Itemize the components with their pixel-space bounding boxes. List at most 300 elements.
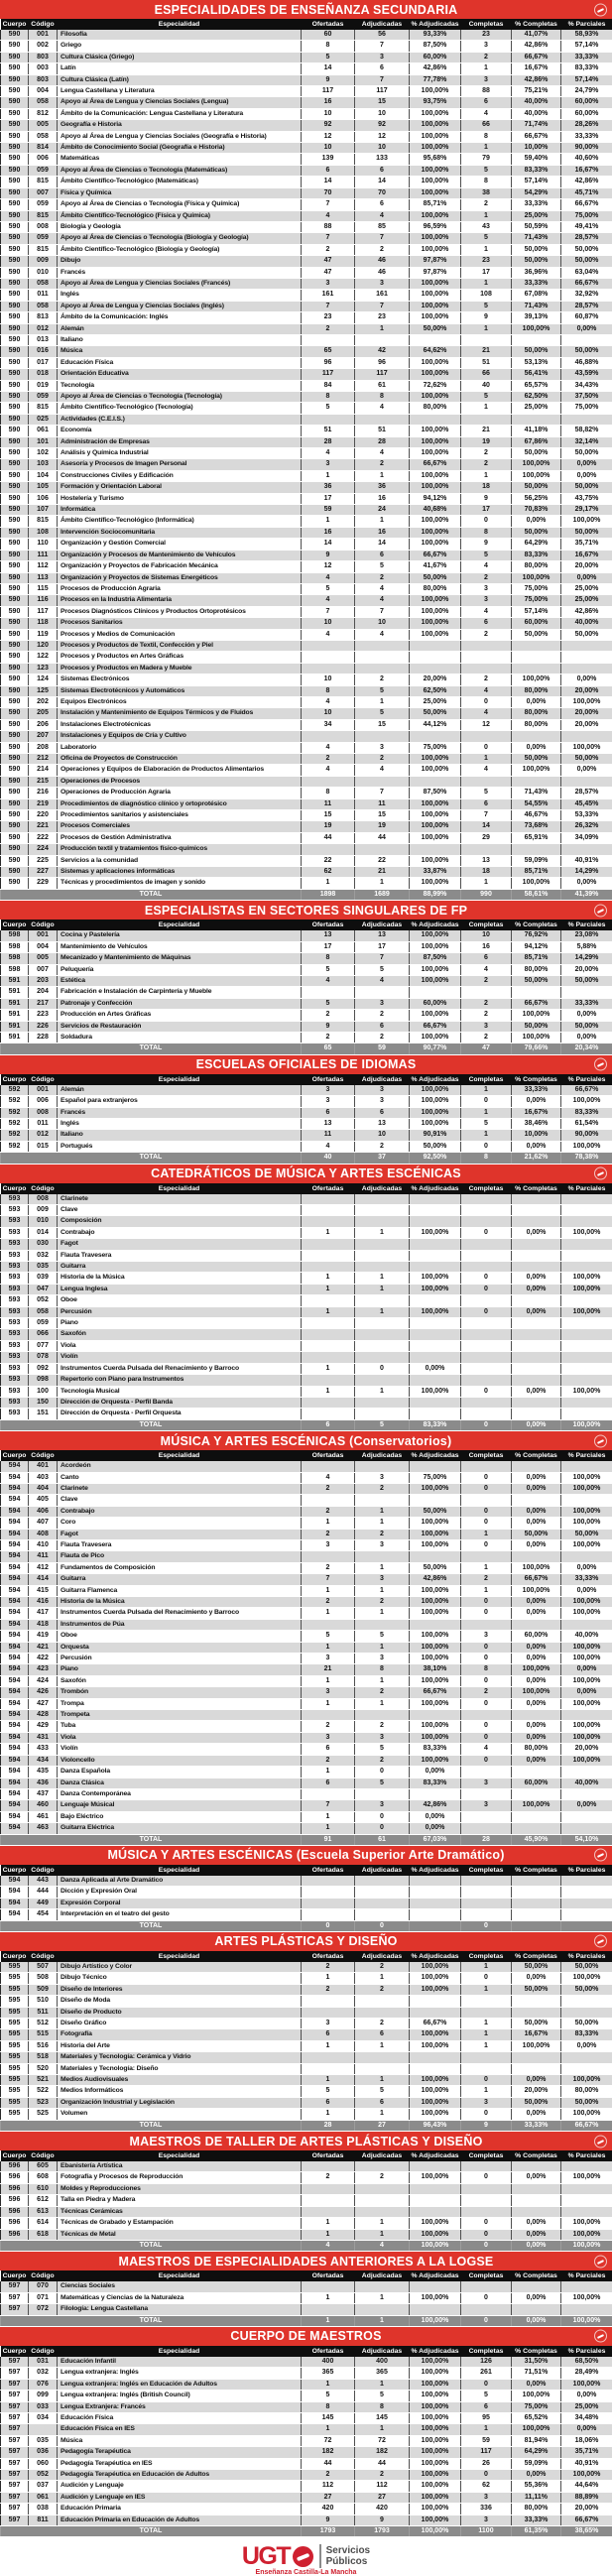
cell-adjudicadas: 400 (355, 2357, 410, 2368)
cell-completas (461, 2183, 512, 2194)
cell-pct-parciales (561, 640, 612, 651)
cell-pct-adjudicadas: 0,00% (410, 1767, 461, 1778)
cell-pct-completas: 50,00% (512, 1984, 561, 1995)
cell-ofertadas (302, 2206, 355, 2217)
cell-cuerpo: 590 (1, 74, 29, 85)
cell-pct-parciales: 50,00% (561, 2019, 612, 2029)
cell-pct-completas: 55,36% (512, 2481, 561, 2492)
cell-pct-adjudicadas: 40,68% (410, 505, 461, 516)
cell-pct-parciales: 14,29% (561, 953, 612, 964)
table-row (1, 1574, 612, 1585)
total-row (1, 1920, 612, 1931)
cell-pct-completas: 50,00% (512, 1962, 561, 1973)
cell-pct-adjudicadas: 100,00% (410, 1386, 461, 1397)
cell-adjudicadas: 1 (355, 1675, 410, 1686)
cell-cuerpo: 597 (1, 2424, 29, 2435)
cell-completas: 3 (461, 2097, 512, 2108)
cell-pct-parciales: 28,57% (561, 233, 612, 244)
cell-ofertadas: 72 (302, 2435, 355, 2446)
table-row (1, 1675, 612, 1686)
table-row (1, 1767, 612, 1778)
table-row (1, 1216, 612, 1227)
cell-pct-completas (512, 2195, 561, 2206)
table-row (1, 210, 612, 221)
table-row (1, 2424, 612, 2435)
cell-pct-parciales: 53,33% (561, 810, 612, 821)
column-header-pct-adjudicadas: % Adjudicadas (410, 920, 461, 930)
cell-ofertadas: 2 (302, 1962, 355, 1973)
cell-pct-adjudicadas: 87,50% (410, 41, 461, 52)
cell-codigo: 111 (29, 550, 58, 560)
cell-codigo: 124 (29, 675, 58, 685)
cell-pct-parciales (561, 776, 612, 787)
cell-cuerpo: 597 (1, 2412, 29, 2423)
cell-adjudicadas: 22 (355, 855, 410, 866)
ugt-emblem-icon (594, 904, 607, 917)
cell-ofertadas (302, 1898, 355, 1908)
cell-adjudicadas: 46 (355, 256, 410, 267)
cell-especialidad: Dirección de Orquesta - Perfil Orquesta (58, 1409, 302, 1419)
cell-adjudicadas: 23 (355, 312, 410, 323)
cell-adjudicadas: 1 (355, 2075, 410, 2086)
cell-pct-parciales: 63,04% (561, 267, 612, 278)
cell-cuerpo: 590 (1, 244, 29, 255)
cell-codigo: 516 (29, 2040, 58, 2051)
cell-pct-adjudicadas: 100,00% (410, 765, 461, 776)
cell-codigo: 092 (29, 1363, 58, 1374)
cell-codigo: 215 (29, 776, 58, 787)
cell-especialidad: Educación Primaria en Educación de Adultos (58, 2515, 302, 2525)
cell-cuerpo: 594 (1, 1755, 29, 1766)
cell-especialidad: Violoncello (58, 1755, 302, 1766)
cell-pct-parciales: 0,00% (561, 1010, 612, 1021)
cell-pct-adjudicadas: 100,00% (410, 2447, 461, 2458)
cell-cuerpo: 593 (1, 1318, 29, 1329)
cell-cuerpo: 592 (1, 1130, 29, 1141)
cell-codigo: 015 (29, 1141, 58, 1152)
cell-pct-completas: 46,67% (512, 810, 561, 821)
cell-codigo: 108 (29, 527, 58, 538)
cell-cuerpo: 594 (1, 1461, 29, 1472)
cell-especialidad: Viola (58, 1732, 302, 1743)
cell-pct-completas: 65,91% (512, 832, 561, 843)
table-row (1, 629, 612, 640)
cell-ofertadas (302, 1239, 355, 1250)
cell-cuerpo: 597 (1, 2470, 29, 2481)
cell-adjudicadas: 27 (355, 2492, 410, 2503)
cell-ofertadas: 1 (302, 1767, 355, 1778)
cell-pct-parciales: 20,00% (561, 964, 612, 975)
cell-adjudicadas: 1 (355, 2109, 410, 2120)
table-row (1, 267, 612, 278)
cell-especialidad: Música (58, 346, 302, 357)
column-header-ofertadas: Ofertadas (302, 1951, 355, 1962)
cell-pct-completas (512, 1295, 561, 1306)
cell-pct-adjudicadas: 100,00% (410, 964, 461, 975)
cell-codigo: 103 (29, 459, 58, 470)
table-row (1, 583, 612, 594)
table-row (1, 380, 612, 391)
cell-pct-adjudicadas: 97,87% (410, 256, 461, 267)
cell-cuerpo: 593 (1, 1386, 29, 1397)
cell-completas: 1 (461, 1562, 512, 1573)
cell-especialidad: Operaciones y Equipos de Elaboración de Productos Alimentarios (58, 765, 302, 776)
cell-pct-adjudicadas: 100,00% (410, 165, 461, 176)
cell-adjudicadas: 3 (355, 1096, 410, 1107)
cell-codigo: 102 (29, 448, 58, 459)
cell-pct-parciales: 33,33% (561, 131, 612, 142)
cell-adjudicadas: 3 (355, 1574, 410, 1585)
cell-pct-completas: 16,67% (512, 1107, 561, 1118)
cell-pct-adjudicadas: 100,00% (410, 754, 461, 765)
cell-pct-adjudicadas (410, 2161, 461, 2172)
cell-especialidad: Dibujo Técnico (58, 1973, 302, 1984)
table-row (1, 1495, 612, 1506)
cell-codigo: 460 (29, 1800, 58, 1811)
cell-codigo: 411 (29, 1551, 58, 1562)
cell-especialidad: Bajo Eléctrico (58, 1811, 302, 1822)
cell-pct-adjudicadas: 100,00% (410, 2172, 461, 2183)
cell-codigo: 515 (29, 2029, 58, 2040)
cell-ofertadas: 1 (302, 1698, 355, 1709)
cell-especialidad: Técnicas de Metal (58, 2229, 302, 2240)
cell-especialidad: Italiano (58, 1130, 302, 1141)
cell-adjudicadas (355, 652, 410, 663)
cell-pct-adjudicadas (410, 2007, 461, 2018)
column-header-ofertadas: Ofertadas (302, 19, 355, 30)
table-row (1, 2515, 612, 2525)
table-row (1, 1800, 612, 1811)
cell-pct-completas: 0,00% (512, 1472, 561, 1483)
cell-cuerpo: 590 (1, 606, 29, 617)
cell-adjudicadas (355, 1216, 410, 1227)
cell-especialidad: Administración de Empresas (58, 436, 302, 447)
cell-ofertadas (302, 334, 355, 345)
cell-especialidad: Expresión Corporal (58, 1898, 302, 1908)
column-header-codigo: Código (29, 2150, 58, 2161)
column-header-pct-completas: % Completas (512, 2270, 561, 2281)
table-row (1, 470, 612, 481)
table-row (1, 256, 612, 267)
cell-especialidad: Operaciones de Producción Agraria (58, 788, 302, 798)
cell-pct-parciales: 25,00% (561, 583, 612, 594)
cell-completas: 1 (461, 1130, 512, 1141)
cell-cuerpo: 590 (1, 403, 29, 414)
cell-cuerpo: 596 (1, 2218, 29, 2229)
cell-pct-completas: 0,00% (512, 2379, 561, 2390)
cell-ofertadas: 4 (302, 572, 355, 583)
cell-codigo: 614 (29, 2218, 58, 2229)
cell-pct-parciales: 45,71% (561, 187, 612, 198)
section-table (0, 1450, 612, 1846)
cell-completas: 1 (461, 1529, 512, 1539)
cell-completas: 3 (461, 583, 512, 594)
cell-adjudicadas (355, 1262, 410, 1273)
cell-especialidad: Servicios a la comunidad (58, 855, 302, 866)
cell-adjudicadas (355, 2304, 410, 2315)
cell-adjudicadas: 7 (355, 301, 410, 311)
cell-completas: 6 (461, 953, 512, 964)
cell-pct-adjudicadas: 100,00% (410, 301, 461, 311)
cell-completas: 1 (461, 278, 512, 289)
cell-cuerpo: 597 (1, 2435, 29, 2446)
cell-pct-parciales: 0,00% (561, 2424, 612, 2435)
cell-codigo: 424 (29, 1675, 58, 1686)
cell-adjudicadas: 0 (355, 1823, 410, 1834)
cell-cuerpo: 590 (1, 414, 29, 425)
cell-completas: 0 (461, 1306, 512, 1317)
table-row (1, 2206, 612, 2217)
cell-pct-completas: 100,00% (512, 1687, 561, 1698)
total-ofertadas: 1793 (302, 2526, 355, 2537)
cell-pct-adjudicadas: 100,00% (410, 930, 461, 941)
cell-pct-adjudicadas (410, 1250, 461, 1261)
cell-especialidad: Instalaciones Electrotécnicas (58, 719, 302, 730)
table-row (1, 975, 612, 986)
column-header-pct-adjudicadas: % Adjudicadas (410, 1183, 461, 1194)
cell-pct-adjudicadas: 100,00% (410, 2097, 461, 2108)
cell-ofertadas (302, 1619, 355, 1630)
cell-pct-completas: 85,71% (512, 867, 561, 878)
cell-adjudicadas (355, 1194, 410, 1205)
cell-completas: 26 (461, 2458, 512, 2469)
cell-pct-completas: 100,00% (512, 2391, 561, 2401)
table-row (1, 2161, 612, 2172)
cell-pct-completas: 75,00% (512, 2401, 561, 2412)
cell-pct-completas: 50,00% (512, 346, 561, 357)
cell-pct-adjudicadas (410, 1295, 461, 1306)
cell-completas: 1 (461, 754, 512, 765)
table-row (1, 199, 612, 210)
cell-adjudicadas: 0 (355, 1363, 410, 1374)
cell-pct-completas: 33,33% (512, 199, 561, 210)
cell-ofertadas: 2 (302, 1010, 355, 1021)
cell-cuerpo: 590 (1, 810, 29, 821)
cell-completas: 1 (461, 323, 512, 334)
table-row (1, 426, 612, 436)
cell-adjudicadas: 1 (355, 323, 410, 334)
table-row (1, 1664, 612, 1675)
column-header-ofertadas: Ofertadas (302, 1183, 355, 1194)
cell-completas (461, 987, 512, 998)
table-row (1, 1141, 612, 1152)
total-pct-adjudicadas: 83,33% (410, 1419, 461, 1430)
table-row (1, 867, 612, 878)
cell-pct-adjudicadas: 95,68% (410, 154, 461, 165)
cell-codigo: 813 (29, 312, 58, 323)
cell-pct-adjudicadas: 75,00% (410, 1472, 461, 1483)
cell-adjudicadas: 161 (355, 290, 410, 301)
cell-pct-adjudicadas (410, 1329, 461, 1340)
cell-pct-completas: 57,14% (512, 177, 561, 187)
cell-especialidad: Fagot (58, 1529, 302, 1539)
cell-pct-parciales: 0,00% (561, 878, 612, 889)
cell-ofertadas: 2 (302, 1984, 355, 1995)
cell-especialidad: Coro (58, 1518, 302, 1529)
cell-especialidad: Ámbito Científico-Tecnológico (Biología y Geología) (58, 244, 302, 255)
cell-pct-completas: 66,67% (512, 131, 561, 142)
cell-especialidad: Procesos y Productos de Textil, Confección y Piel (58, 640, 302, 651)
cell-ofertadas: 6 (302, 2029, 355, 2040)
cell-especialidad: Procedimientos sanitarios y asistenciales (58, 810, 302, 821)
table-row (1, 1962, 612, 1973)
cell-completas: 13 (461, 855, 512, 866)
cell-pct-parciales (561, 1495, 612, 1506)
cell-pct-adjudicadas (410, 640, 461, 651)
cell-completas: 16 (461, 941, 512, 952)
cell-ofertadas: 44 (302, 2458, 355, 2469)
table-row (1, 290, 612, 301)
cell-pct-parciales: 100,00% (561, 516, 612, 527)
cell-pct-completas: 10,00% (512, 1130, 561, 1141)
cell-cuerpo: 590 (1, 165, 29, 176)
cell-pct-parciales (561, 844, 612, 855)
cell-adjudicadas: 1 (355, 1608, 410, 1619)
cell-adjudicadas: 11 (355, 798, 410, 809)
cell-ofertadas: 3 (302, 2019, 355, 2029)
cell-ofertadas (302, 987, 355, 998)
cell-pct-parciales (561, 1375, 612, 1386)
cell-ofertadas: 10 (302, 618, 355, 629)
cell-adjudicadas: 7 (355, 953, 410, 964)
cell-pct-parciales: 0,00% (561, 459, 612, 470)
table-row (1, 1250, 612, 1261)
cell-pct-completas (512, 1823, 561, 1834)
cell-adjudicadas: 2 (355, 2172, 410, 2183)
cell-pct-adjudicadas (410, 2063, 461, 2074)
cell-pct-parciales: 66,67% (561, 199, 612, 210)
cell-pct-parciales: 32,92% (561, 290, 612, 301)
cell-adjudicadas: 2 (355, 1962, 410, 1973)
column-header-pct-parciales: % Parciales (561, 2270, 612, 2281)
cell-cuerpo: 596 (1, 2161, 29, 2172)
cell-adjudicadas: 1 (355, 470, 410, 481)
cell-adjudicadas: 21 (355, 867, 410, 878)
cell-cuerpo: 593 (1, 1194, 29, 1205)
cell-pct-adjudicadas: 100,00% (410, 210, 461, 221)
cell-especialidad: Mecanizado y Mantenimiento de Máquinas (58, 953, 302, 964)
cell-pct-adjudicadas: 100,00% (410, 86, 461, 97)
cell-ofertadas: 2 (302, 1529, 355, 1539)
cell-codigo: 417 (29, 1608, 58, 1619)
column-header-pct-parciales: % Parciales (561, 19, 612, 30)
cell-adjudicadas (355, 1397, 410, 1408)
cell-pct-completas (512, 1409, 561, 1419)
cell-pct-adjudicadas: 100,00% (410, 595, 461, 606)
section-table (0, 2150, 612, 2252)
table-row (1, 1318, 612, 1329)
cell-pct-parciales (561, 1363, 612, 1374)
cell-adjudicadas (355, 2007, 410, 2018)
cell-especialidad: Guitarra (58, 1574, 302, 1585)
cell-pct-parciales: 20,00% (561, 719, 612, 730)
cell-especialidad: Servicios de Restauración (58, 1021, 302, 1032)
cell-cuerpo: 597 (1, 2447, 29, 2458)
cell-pct-completas: 83,33% (512, 165, 561, 176)
cell-cuerpo: 593 (1, 1329, 29, 1340)
cell-adjudicadas: 14 (355, 539, 410, 550)
cell-pct-completas: 59,09% (512, 2458, 561, 2469)
cell-completas (461, 2206, 512, 2217)
cell-ofertadas: 3 (302, 1654, 355, 1664)
cell-ofertadas: 14 (302, 539, 355, 550)
cell-especialidad: Producción en Artes Gráficas (58, 1010, 302, 1021)
cell-codigo: 010 (29, 267, 58, 278)
cell-completas (461, 1788, 512, 1799)
cell-adjudicadas: 6 (355, 1021, 410, 1032)
cell-especialidad: Fundamentos de Composición (58, 1562, 302, 1573)
total-label: TOTAL (1, 889, 302, 900)
cell-codigo: 436 (29, 1778, 58, 1788)
cell-adjudicadas: 5 (355, 561, 410, 572)
ugt-emblem-icon (594, 2330, 607, 2343)
cell-codigo: 005 (29, 120, 58, 131)
cell-adjudicadas: 2 (355, 1032, 410, 1043)
cell-pct-completas: 41,18% (512, 426, 561, 436)
cell-codigo: 033 (29, 2401, 58, 2412)
cell-codigo: 224 (29, 844, 58, 855)
cell-codigo: 431 (29, 1732, 58, 1743)
section-4 (0, 1431, 612, 1846)
cell-especialidad: Organización y Gestión Comercial (58, 539, 302, 550)
cell-adjudicadas: 1 (355, 2292, 410, 2303)
cell-cuerpo: 590 (1, 505, 29, 516)
total-completas: 0 (461, 1920, 512, 1931)
total-pct-parciales: 100,00% (561, 2315, 612, 2326)
cell-pct-completas: 59,09% (512, 855, 561, 866)
table-row (1, 742, 612, 753)
cell-ofertadas: 5 (302, 2086, 355, 2097)
cell-adjudicadas (355, 1461, 410, 1472)
cell-codigo: 112 (29, 561, 58, 572)
table-row (1, 987, 612, 998)
cell-pct-adjudicadas: 100,00% (410, 369, 461, 380)
cell-completas (461, 1876, 512, 1887)
cell-codigo: 123 (29, 663, 58, 674)
cell-completas: 1 (461, 1984, 512, 1995)
cell-adjudicadas: 2 (355, 754, 410, 765)
cell-ofertadas: 27 (302, 2492, 355, 2503)
cell-completas: 5 (461, 165, 512, 176)
cell-pct-completas (512, 1239, 561, 1250)
total-label: TOTAL (1, 2240, 302, 2251)
cell-pct-completas: 11,11% (512, 2492, 561, 2503)
cell-especialidad: Lengua Extranjera: Francés (58, 2401, 302, 2412)
cell-pct-parciales (561, 2161, 612, 2172)
cell-pct-adjudicadas: 100,00% (410, 233, 461, 244)
cell-pct-parciales: 100,00% (561, 1973, 612, 1984)
cell-codigo: 221 (29, 821, 58, 832)
cell-cuerpo: 591 (1, 1021, 29, 1032)
cell-especialidad: Ámbito Científico-Tecnológico (Física y Química) (58, 210, 302, 221)
cell-completas (461, 1710, 512, 1721)
cell-pct-parciales: 50,00% (561, 448, 612, 459)
cell-completas: 19 (461, 436, 512, 447)
cell-adjudicadas: 19 (355, 821, 410, 832)
cell-pct-adjudicadas: 100,00% (410, 392, 461, 403)
cell-especialidad: Procesos de Gestión Administrativa (58, 832, 302, 843)
cell-pct-adjudicadas: 42,86% (410, 1800, 461, 1811)
cell-especialidad: Sistemas Electrónicos (58, 675, 302, 685)
cell-especialidad: Audición y Lenguaje (58, 2481, 302, 2492)
cell-pct-parciales (561, 2206, 612, 2217)
cell-completas: 2 (461, 1032, 512, 1043)
cell-completas (461, 1250, 512, 1261)
cell-pct-completas (512, 1876, 561, 1887)
cell-cuerpo: 595 (1, 2052, 29, 2063)
cell-pct-adjudicadas: 100,00% (410, 143, 461, 154)
cell-pct-adjudicadas (410, 1495, 461, 1506)
